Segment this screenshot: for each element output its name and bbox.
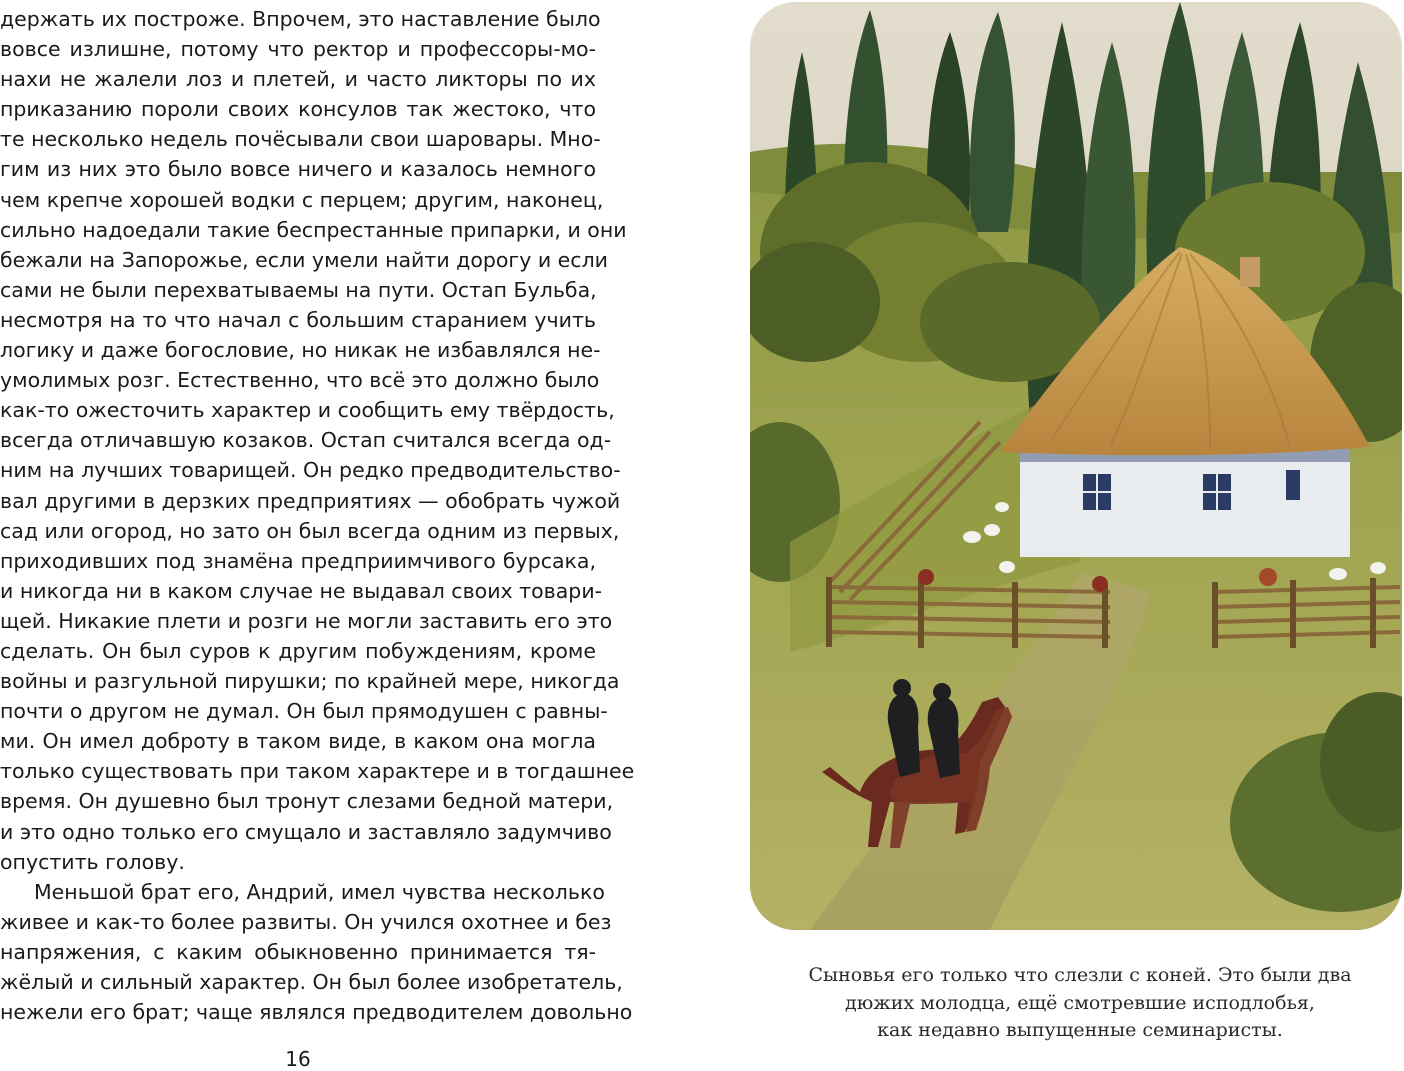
text-line: умолимых розг. Естественно, что всё это должно было: [0, 368, 600, 393]
left-page: [0, 0, 635, 1071]
text-line: логику и даже богословие, но никак не избавлялся не-: [0, 338, 601, 363]
text-line: приказанию пороли своих консулов так жестоко, что: [0, 97, 596, 122]
text-line: живее и как-то более развиты. Он учился охотнее и без: [0, 909, 612, 934]
text-line: как-то ожесточить характер и сообщить ему твёрдость,: [0, 398, 615, 423]
text-line: сильно надоедали такие беспрестанные припарки, и они: [0, 217, 627, 242]
text-line: сами не были перехватываемы на пути. Остап Бульба,: [0, 277, 597, 302]
pot: [1092, 576, 1108, 592]
text-line: нежели его брат; чаще являлся предводителем довольно: [0, 1000, 633, 1025]
illustration: [750, 2, 1402, 930]
body-text: [0, 4, 635, 1027]
text-line: сделать. Он был суров к другим побуждениям, кроме: [0, 638, 596, 663]
text-line: те несколько недель почёсывали свои шаровары. Мно-: [0, 127, 601, 152]
text-line: войны и разгульной пирушки; по крайней мере, никогда: [0, 669, 620, 694]
text-line: жёлый и сильный характер. Он был более изобретатель,: [0, 970, 623, 994]
text-line: нахи не жалели лоз и плетей, и часто ликторы по их: [0, 67, 596, 92]
text-line: вал другими в дерзких предприятиях — обобрать чужой: [0, 488, 621, 513]
text-line: только существовать при таком характере и в тогдашнее: [0, 759, 635, 784]
text-line: всегда отличавшую козаков. Остап считался всегда од-: [0, 428, 612, 453]
text-line: бежали на Запорожье, если умели найти дорогу и если: [0, 247, 608, 272]
text-line: приходивших под знамёна предприимчивого бурсака,: [0, 548, 596, 573]
text-line-paragraph-end: опустить голову.: [0, 849, 185, 874]
text-line: и никогда ни в каком случае не выдавал своих товари-: [0, 578, 603, 603]
cottage-riders-painting: [750, 2, 1402, 930]
chimney: [1240, 257, 1260, 287]
text-line: несмотря на то что начал с большим старанием учить: [0, 307, 596, 332]
illustration-caption: [760, 962, 1400, 1045]
text-line: почти о другом не думал. Он был прямодушен с равны-: [0, 699, 608, 724]
text-line: ми. Он имел доброту в таком виде, в каком она могла: [0, 729, 596, 754]
caption-line: Сыновья его только что слезли с коней. Это были два: [808, 964, 1352, 986]
page-number: 16: [285, 1047, 311, 1071]
text-line: вовсе излишне, потому что ректор и профессоры-мо-: [0, 37, 596, 62]
pot: [1259, 568, 1277, 586]
text-line-paragraph-start: Меньшой брат его, Андрий, имел чувства несколько: [34, 879, 605, 904]
text-line: гим из них это было вовсе ничего и казалось немного: [0, 157, 596, 182]
text-line: щей. Никакие плети и розги не могли заставить его это: [0, 608, 613, 633]
text-line: чем крепче хорошей водки с перцем; другим, наконец,: [0, 187, 604, 212]
caption-line: дюжих молодца, ещё смотревшие исподлобья,: [845, 991, 1315, 1014]
caption-line: как недавно выпущенные семинаристы.: [877, 1019, 1283, 1041]
text-line: время. Он душевно был тронут слезами бедной матери,: [0, 789, 614, 814]
pot: [918, 569, 934, 585]
text-line: напряжения, с каким обыкновенно принимается тя-: [0, 939, 596, 964]
text-line: сад или огород, но зато он был всегда одним из первых,: [0, 518, 620, 543]
text-line: и это одно только его смущало и заставляло задумчиво: [0, 819, 612, 844]
text-line: ним на лучших товарищей. Он редко предводительство-: [0, 458, 621, 483]
text-line: держать их построже. Впрочем, это наставление было: [0, 7, 601, 31]
